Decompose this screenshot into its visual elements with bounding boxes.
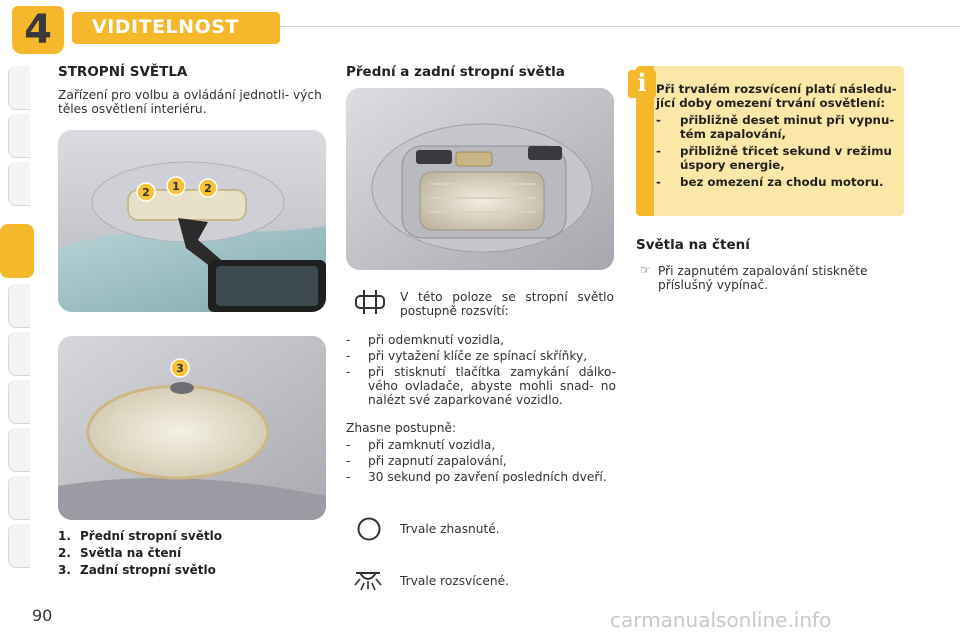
side-tab-8[interactable] [8, 428, 30, 472]
light-off-icon [356, 516, 382, 542]
side-tab-9[interactable] [8, 476, 30, 520]
on-conditions-list [346, 333, 616, 409]
callout-2-right: 2 [204, 182, 212, 195]
off-conditions-list [346, 438, 616, 486]
side-tab-3[interactable] [8, 162, 30, 206]
info-item: - přibližně třicet sekund v režimu úspory energie, [656, 144, 892, 172]
section-heading-ceiling-lights: STROPNÍ SVĚTLA [58, 64, 188, 80]
info-icon: i [637, 68, 647, 97]
legend-item-3: 3. Zadní stropní světlo [58, 563, 216, 577]
info-title: Při trvalém rozsvícení platí následu- jící doby omezení trvání osvětlení: [656, 82, 897, 110]
page-number: 90 [32, 606, 53, 625]
pointer-hand-icon: ☞ [640, 263, 651, 277]
side-tab-7[interactable] [8, 380, 30, 424]
info-item: - bez omezení za chodu motoru. [656, 175, 884, 189]
reading-instructions: Při zapnutém zapalování stiskněte příslušný vypínač. [658, 264, 868, 292]
section-heading-reading-lights: Světla na čtení [636, 237, 750, 253]
chapter-side-tabs [0, 66, 30, 576]
side-tab-10[interactable] [8, 524, 30, 568]
ceiling-light-closeup-photo [346, 88, 614, 270]
list-item: - při odemknutí vozidla, [346, 333, 505, 347]
info-item: - přibližně deset minut při vypnu- tém zapalování, [656, 113, 895, 141]
position-description: V této poloze se stropní světlo postupně rozsvítí: [400, 290, 614, 318]
front-ceiling-light-photo [58, 130, 326, 312]
section-heading-front-rear: Přední a zadní stropní světla [346, 64, 565, 80]
list-item: - při zamknutí vozidla, [346, 438, 496, 452]
rear-ceiling-light-photo [58, 336, 326, 520]
page-title: VIDITELNOST [92, 16, 239, 38]
side-tab-5[interactable] [8, 284, 30, 328]
side-tab-1[interactable] [8, 66, 30, 110]
legend-list [58, 528, 222, 579]
side-tab-4-active[interactable] [0, 224, 34, 278]
list-item: - 30 sekund po zavření posledních dveří. [346, 470, 607, 484]
callout-1: 1 [172, 180, 180, 193]
side-tab-6[interactable] [8, 332, 30, 376]
callout-3: 3 [176, 362, 184, 375]
chapter-number: 4 [24, 7, 52, 53]
side-tab-2[interactable] [8, 114, 30, 158]
list-item: - při zapnutí zapalování, [346, 454, 507, 468]
light-on-icon [350, 565, 386, 593]
legend-item-1: 1. Přední stropní světlo [58, 529, 222, 543]
legend-item-2: 2. Světla na čtení [58, 546, 182, 560]
header-rule [280, 26, 960, 27]
always-on-label: Trvale rozsvícené. [400, 574, 509, 588]
chapter-tab [0, 0, 70, 53]
info-content [656, 82, 900, 189]
list-item: - při stisknutí tlačítka zamykání dálko- vého ovladače, abyste mohli snad- no nalézt své zaparkované vozidlo. [346, 365, 616, 407]
always-off-label: Trvale zhasnuté. [400, 522, 500, 536]
watermark: carmanualsonline.info [610, 608, 832, 632]
progressive-light-icon [352, 288, 388, 316]
intro-text: Zařízení pro volbu a ovládání jednotli- vých těles osvětlení interiéru. [58, 88, 322, 116]
off-heading: Zhasne postupně: [346, 421, 457, 435]
list-item: - při vytažení klíče ze spínací skříňky, [346, 349, 588, 363]
callout-2-left: 2 [142, 186, 150, 199]
